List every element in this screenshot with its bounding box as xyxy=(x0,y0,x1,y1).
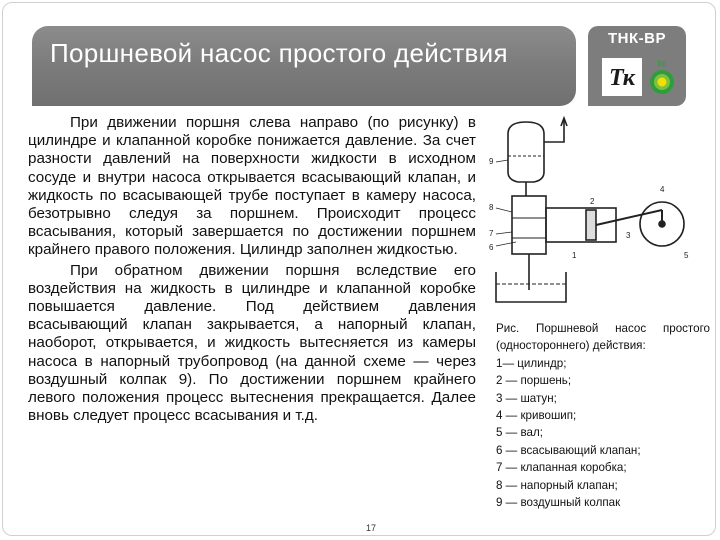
logo-emblem xyxy=(594,50,680,102)
company-logo xyxy=(588,26,686,106)
legend-item: 9 — воздушный колпак xyxy=(496,496,621,510)
legend-item: 1— цилиндр; xyxy=(496,356,567,370)
legend-item: 6 — всасывающий клапан; xyxy=(496,443,641,457)
logo-monogram: Тк xyxy=(609,65,635,91)
caption-title: Рис. Поршневой насос простого (одностороннего) действия: xyxy=(496,322,710,353)
connecting-rod xyxy=(596,210,662,225)
body-text xyxy=(28,114,476,425)
label-6: 6 xyxy=(489,243,494,252)
pump-diagram xyxy=(486,112,706,312)
figure-caption xyxy=(496,320,710,511)
bp-mark: bp xyxy=(657,59,667,68)
source-tank xyxy=(496,272,566,302)
page-title: Поршневой насос простого действия xyxy=(50,38,508,68)
paragraph-discharge: При обратном движении поршня вследствие его воздействия на жидкость в цилиндре и клапанной коробке повышается давление. Под действием давления всасывающий клапан закрывается, а напорный клапан, наоборот, открывается, и жидкость вытесняется из камеры насоса в напорный трубопровод (на данной схеме — через воздушный колпак 9). По достижении поршнем крайнего левого положения процесс вытеснения прекращается. Далее вновь следует процесс всасывания и т.д. xyxy=(28,261,476,425)
label-4: 4 xyxy=(660,185,665,194)
title-bar xyxy=(32,26,576,106)
label-7: 7 xyxy=(489,229,494,238)
cylinder xyxy=(546,208,616,242)
label-1: 1 xyxy=(572,251,577,260)
label-3: 3 xyxy=(626,231,631,240)
label-5: 5 xyxy=(684,251,689,260)
piston xyxy=(586,210,596,240)
logo-brand-text: ТНК-ВР xyxy=(608,30,666,47)
caption-legend xyxy=(496,355,710,512)
legend-item: 7 — клапанная коробка; xyxy=(496,461,627,475)
air-chamber xyxy=(508,122,544,182)
label-2: 2 xyxy=(590,197,595,206)
discharge-pipe xyxy=(544,120,564,142)
paragraph-suction: При движении поршня слева направо (по рисунку) в цилиндре и клапанной коробке понижается давление. За счет разности давлений на поверхности жидкости в исходном сосуде и внутри насоса открывается всасывающий клапан, и жидкость по всасывающей трубе поступает в камеру насоса, безотрывно следуя за поршнем. Происходит процесс всасывания, который завершается по достижении поршнем крайнего правого положения. Цилиндр заполнен жидкостью. xyxy=(28,114,476,259)
legend-item: 5 — вал; xyxy=(496,426,543,440)
legend-item: 8 — напорный клапан; xyxy=(496,478,618,492)
valve-box xyxy=(512,196,546,254)
legend-item: 2 — поршень; xyxy=(496,374,572,388)
page-number: 17 xyxy=(366,523,377,533)
label-9: 9 xyxy=(489,157,494,166)
bp-helios-icon xyxy=(650,70,674,94)
legend-item: 4 — кривошип; xyxy=(496,409,577,423)
label-8: 8 xyxy=(489,203,494,212)
legend-item: 3 — шатун; xyxy=(496,391,557,405)
